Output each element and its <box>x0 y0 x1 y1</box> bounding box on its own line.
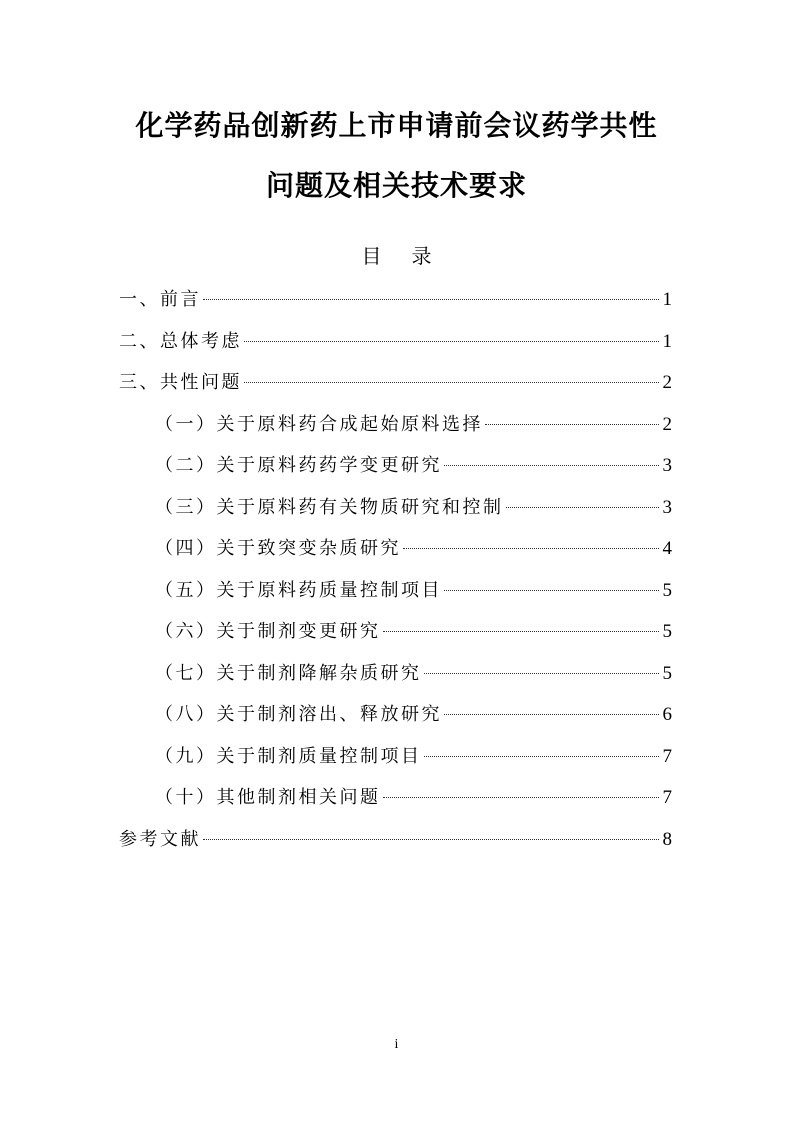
toc-entry-label: 参考文献 <box>119 828 201 850</box>
toc-entry-sub-7[interactable] <box>155 660 672 688</box>
toc-entry-label: （二）关于原料药药学变更研究 <box>155 455 442 476</box>
toc-entry-label: （七）关于制剂降解杂质研究 <box>155 662 422 684</box>
toc-entry-page: 7 <box>662 745 672 767</box>
toc-entry-sub-2[interactable] <box>155 452 672 480</box>
toc-heading <box>0 242 793 270</box>
toc-entry-label: （十）其他制剂相关问题 <box>155 787 381 808</box>
toc-dot-leader <box>403 548 659 549</box>
toc-entry-page: 7 <box>662 787 672 808</box>
toc-entry-page: 2 <box>662 413 672 435</box>
toc-entry-label: 三、共性问题 <box>119 372 242 393</box>
toc-entry-sub-9[interactable] <box>155 743 672 771</box>
toc-entry-page: 5 <box>662 662 672 684</box>
toc-entry-sub-3[interactable] <box>155 494 672 522</box>
toc-dot-leader <box>444 590 659 591</box>
toc-dot-leader <box>203 839 659 840</box>
toc-entry-references[interactable] <box>119 826 672 854</box>
toc-entry-sub-8[interactable] <box>155 701 672 729</box>
toc-dot-leader <box>444 714 659 715</box>
toc-entry-label: （九）关于制剂质量控制项目 <box>155 745 422 767</box>
toc-dot-leader <box>424 756 659 757</box>
toc-entry-sub-5[interactable] <box>155 577 672 605</box>
toc-entry-page: 4 <box>662 538 672 559</box>
toc-entry-preface[interactable] <box>119 286 672 314</box>
toc-entry-page: 8 <box>662 828 672 850</box>
toc-entry-page: 2 <box>662 372 672 393</box>
toc-entry-page: 6 <box>662 704 672 725</box>
toc-entry-label: （五）关于原料药质量控制项目 <box>155 579 442 601</box>
footer-page-number: i <box>394 1037 399 1052</box>
toc-dot-leader <box>244 382 659 383</box>
toc-dot-leader <box>424 673 659 674</box>
toc-entry-page: 1 <box>662 289 672 310</box>
toc-entry-page: 1 <box>662 330 672 352</box>
toc-entry-sub-1[interactable] <box>155 411 672 439</box>
toc-entry-sub-10[interactable] <box>155 784 672 812</box>
toc-dot-leader <box>203 299 659 300</box>
toc-entry-general-considerations[interactable] <box>119 328 672 356</box>
toc-entry-page: 5 <box>662 621 672 642</box>
toc-dot-leader <box>506 507 659 508</box>
toc-heading-char-2: 录 <box>411 244 432 268</box>
toc-entry-page: 3 <box>662 455 672 476</box>
toc-heading-char-1: 目 <box>361 244 382 268</box>
toc-dot-leader <box>244 341 659 342</box>
toc-entry-label: （八）关于制剂溶出、释放研究 <box>155 704 442 725</box>
toc-dot-leader <box>444 465 659 466</box>
toc-entry-label: （三）关于原料药有关物质研究和控制 <box>155 496 504 518</box>
toc-entry-sub-4[interactable] <box>155 535 672 563</box>
toc-entry-sub-6[interactable] <box>155 618 672 646</box>
toc-entry-label: 二、总体考虑 <box>119 330 242 352</box>
toc-dot-leader <box>485 424 659 425</box>
toc-entry-common-issues[interactable] <box>119 369 672 397</box>
toc-entry-label: （六）关于制剂变更研究 <box>155 621 381 642</box>
toc-entry-label: （一）关于原料药合成起始原料选择 <box>155 413 483 435</box>
toc-entry-page: 5 <box>662 579 672 601</box>
toc-dot-leader <box>383 631 659 632</box>
toc-entry-label: 一、前言 <box>119 289 201 310</box>
toc-dot-leader <box>383 797 659 798</box>
toc-entry-label: （四）关于致突变杂质研究 <box>155 538 401 559</box>
document-title-line-1: 化学药品创新药上市申请前会议药学共性 <box>135 109 658 142</box>
document-title-line-2: 问题及相关技术要求 <box>265 169 527 202</box>
toc-entry-page: 3 <box>662 496 672 518</box>
